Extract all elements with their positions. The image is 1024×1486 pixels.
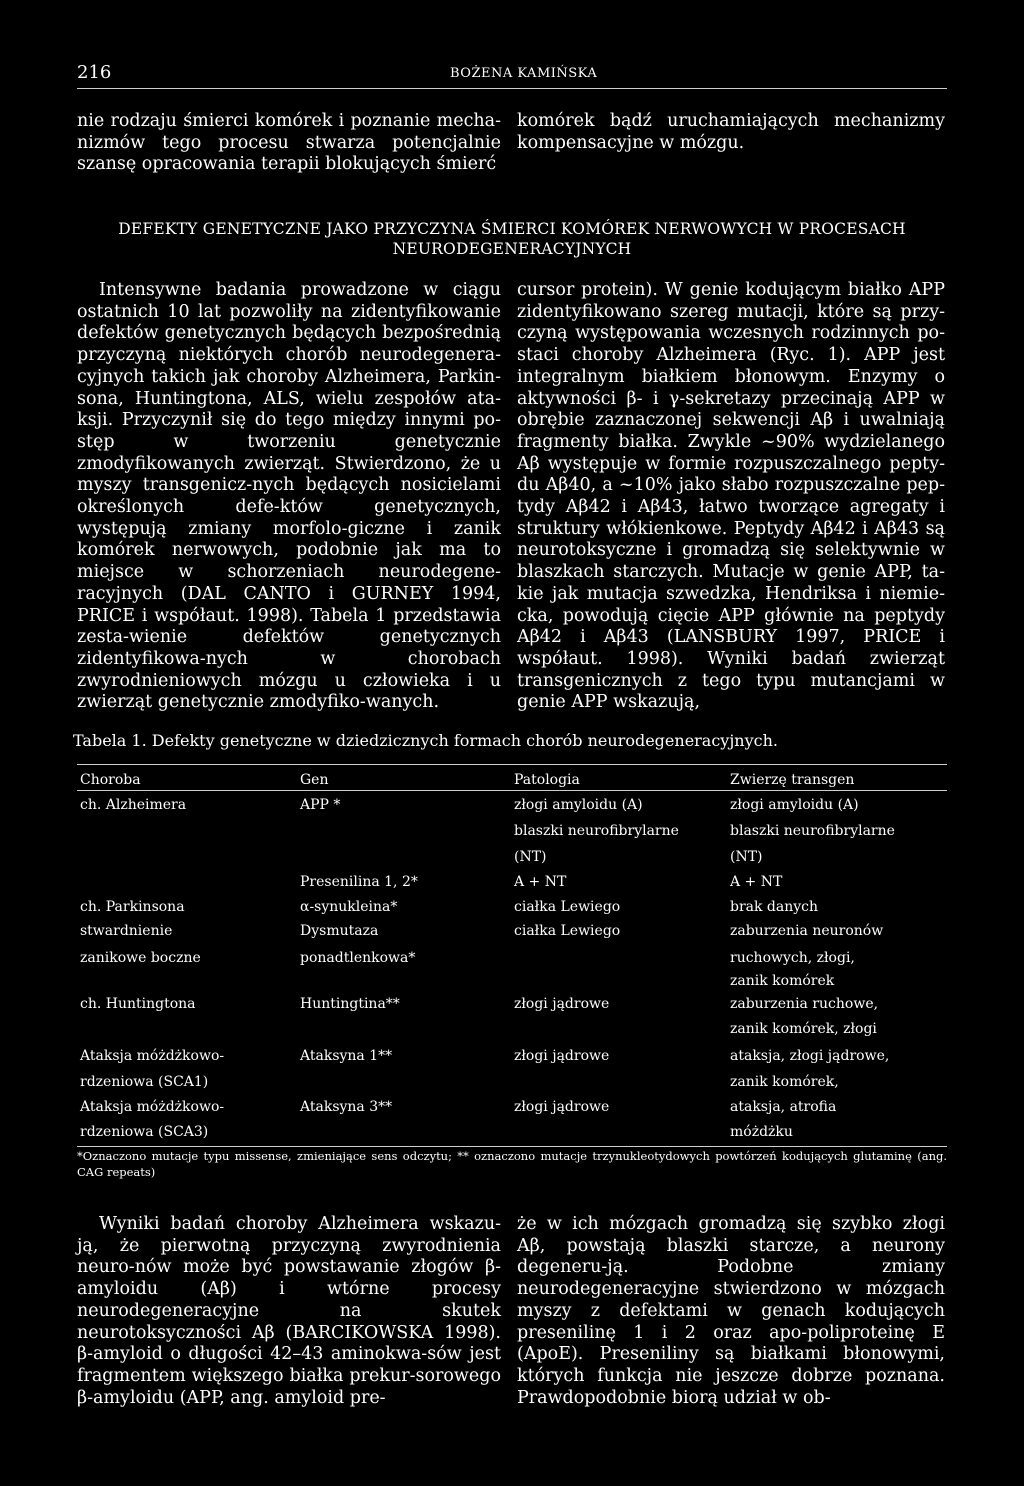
table-cell: (NT)	[514, 849, 547, 865]
table-cell: Ataksyna 1**	[300, 1048, 393, 1064]
table-cell: ciałka Lewiego	[514, 899, 621, 915]
table-cell: ataksja, atrofia	[730, 1099, 837, 1115]
table-cell: złogi jądrowe	[514, 1099, 610, 1115]
table-cell: ch. Parkinsona	[80, 899, 185, 915]
table-cell: stwardnienie	[80, 923, 173, 939]
table-cell: ponadtlenkowa*	[300, 950, 416, 966]
table-cell: złogi amyloidu (A)	[730, 797, 859, 813]
table-cell: rdzeniowa (SCA3)	[80, 1124, 209, 1140]
table-cell: ch. Alzheimera	[80, 797, 187, 813]
table-cell: A + NT	[730, 874, 783, 890]
table-cell: Presenilina 1, 2*	[300, 874, 418, 890]
table-cell: złogi amyloidu (A)	[514, 797, 643, 813]
table-cell: blaszki neurofibrylarne	[514, 823, 679, 839]
table-cell: α-synukleina*	[300, 899, 398, 915]
bottom-right-text: że w ich mózgach gromadzą się szybko złogi Aβ, powstają blaszki starcze, a neurony degeneru-ją. Podobne zmiany neurodegeneracyjne stwierdzono w mózgach myszy z defektami w genach kodujących presenilinę 1 i 2 oraz apo-poliproteinę E (ApoE). Preseniliny są białkami błonowymi, których funkcja nie jeszcze dobrze poznana. Prawdopodobnie biorą udział w ob-	[517, 1214, 945, 1408]
table-header-cell: Zwierzę transgen	[730, 772, 855, 788]
page-number: 216	[77, 62, 112, 83]
table-cell: złogi jądrowe	[514, 1048, 610, 1064]
table-cell: ciałka Lewiego	[514, 923, 621, 939]
table-cell: Ataksja móżdżkowo-	[80, 1099, 225, 1115]
table-cell: ruchowych, złogi,	[730, 950, 855, 966]
table-cell: zanik komórek, złogi	[730, 1021, 877, 1037]
body-right-text: cursor protein). W genie kodującym białko APP zidentyfikowano szereg mutacji, które są przy-czyną występowania wczesnych rodzinnych po-staci choroby Alzheimera (Ryc. 1). APP jest integralnym białkiem błonowym. Enzymy o aktywności β- i γ-sekretazy przecinają APP w obrębie zaznaczonej sekwencji Aβ i uwalniają fragmenty białka. Zwykle ~90% wydzielanego Aβ występuje w formie rozpuszczalnego pepty-du Aβ40, a ~10% jako słabo rozpuszczalne pep-tydy Aβ42 i Aβ43, łatwo tworzące agregaty i struktury włókienkowe. Peptydy Aβ42 i Aβ43 są neurotoksyczne i gromadzą się selektywnie w blaszkach starczych. Mutacje w genie APP, ta-kie jak mutacja szwedzka, Hendriksa i niemie-cka, powodują cięcie APP głównie na peptydy Aβ42 i Aβ43 (LANSBURY 1997, PRICE i współaut. 1998). Wyniki badań zwierząt transgenicznych z tego typu mutancjami w genie APP wskazują,	[517, 280, 945, 713]
table-cell: rdzeniowa (SCA1)	[80, 1074, 209, 1090]
table-cell: zanik komórek,	[730, 1074, 839, 1090]
running-author: BOŻENA KAMIŃSKA	[450, 66, 598, 81]
body-left-text: Intensywne badania prowadzone w ciągu ostatnich 10 lat pozwoliły na zidentyfikowanie defektów genetycznych będących bezpośrednią przyczyną niektórych chorób neurodegenera-cyjnych takich jak choroby Alzheimera, Parkin-sona, Huntingtona, ALS, wielu zespołów ata-ksji. Przyczynił się do tego między innymi po-stęp w tworzeniu genetycznie zmodyfikowanych zwierząt. Stwierdzono, że u myszy transgenicz-nych będących nosicielami określonych defe-któw genetycznych, występują zmiany morfolo-giczne i zanik komórek nerwowych, podobnie jak ma to miejsce w schorzeniach neurodegene-racyjnych (DAL CANTO i GURNEY 1994, PRICE i współaut. 1998). Tabela 1 przedstawia zesta-wienie defektów genetycznych zidentyfikowa-nych w chorobach zwyrodnieniowych mózgu u człowieka i u zwierząt genetycznie zmodyfiko-wanych.	[77, 280, 501, 713]
table-cell: złogi jądrowe	[514, 996, 610, 1012]
table-cell: Ataksja móżdżkowo-	[80, 1048, 225, 1064]
table-header-cell: Choroba	[80, 772, 141, 788]
table-header-cell: Gen	[300, 772, 329, 788]
table-cell: ataksja, złogi jądrowe,	[730, 1048, 890, 1064]
bottom-left-column	[77, 1214, 501, 1409]
table-cell: (NT)	[730, 849, 763, 865]
bottom-right-column	[517, 1214, 945, 1409]
section-title-line1: DEFEKTY GENETYCZNE JAKO PRZYCZYNA ŚMIERCI KOMÓREK NERWOWYCH W PROCESACH	[118, 220, 906, 238]
table-cell: blaszki neurofibrylarne	[730, 823, 895, 839]
table-cell: Huntingtina**	[300, 996, 400, 1012]
table-header-cell: Patologia	[514, 772, 580, 788]
table-cell: ch. Huntingtona	[80, 996, 196, 1012]
table-footnote: *Oznaczono mutacje typu missense, zmieniające sens odczytu; ** oznaczono mutacje trzynukleotydowych powtórzeń kodujących glutaminę (ang. CAG repeats)	[77, 1149, 947, 1179]
table-cell: Dysmutaza	[300, 923, 379, 939]
table-cell: APP *	[300, 797, 341, 813]
top-left-text: nie rodzaju śmierci komórek i poznanie mecha-nizmów tego procesu stwarza potencjalnie szansę opracowania terapii blokujących śmierć	[77, 111, 501, 175]
bottom-left-text: Wyniki badań choroby Alzheimera wskazu-ją, że pierwotną przyczyną zwyrodnienia neuro-nów może być powstawanie złogów β-amyloidu (Aβ) i wtórne procesy neurodegeneracyjne na skutek neurotoksyczności Aβ (BARCIKOWSKA 1998). β-amyloid o długości 42–43 aminokwa-sów jest fragmentem większego białka prekur-sorowego β-amyloidu (APP, ang. amyloid pre-	[77, 1214, 501, 1408]
table-cell: Ataksyna 3**	[300, 1099, 393, 1115]
table-cell: zanik komórek	[730, 973, 835, 989]
table-caption: Tabela 1. Defekty genetyczne w dziedzicznych formach chorób neurodegeneracyjnych.	[73, 731, 778, 750]
table-cell: zanikowe boczne	[80, 950, 201, 966]
section-title-line2: NEURODEGENERACYJNYCH	[392, 240, 632, 258]
top-right-text: komórek bądź uruchamiających mechanizmy kompensacyjne w mózgu.	[517, 111, 945, 153]
table-cell: zaburzenia ruchowe,	[730, 996, 879, 1012]
table-cell: brak danych	[730, 899, 819, 915]
table-cell: zaburzenia neuronów	[730, 923, 884, 939]
table-cell: A + NT	[514, 874, 567, 890]
table-cell: móżdżku	[730, 1124, 793, 1140]
